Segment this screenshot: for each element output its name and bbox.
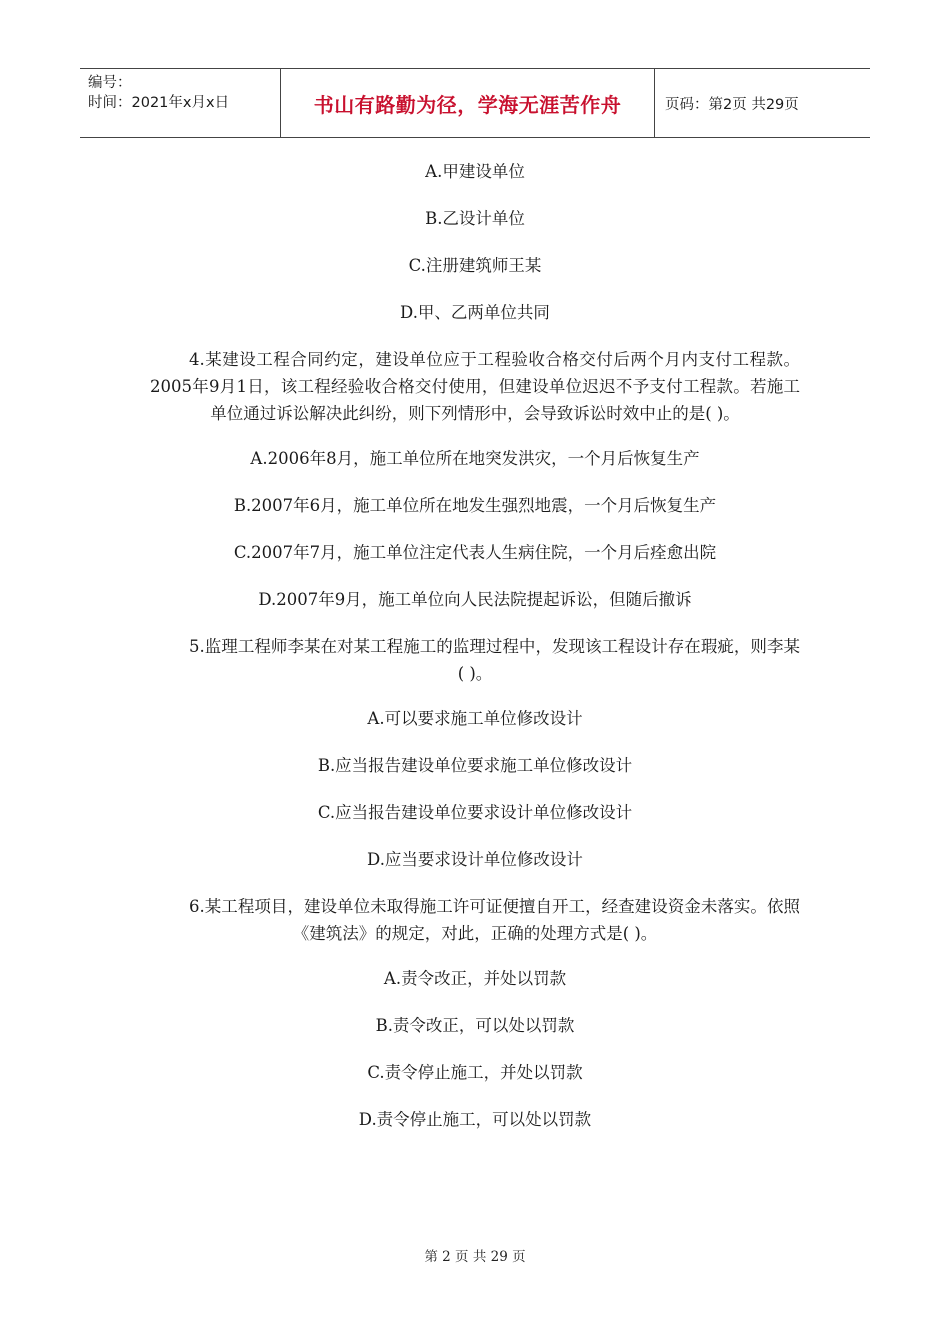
header-motto: 书山有路勤为径，学海无涯苦作舟 bbox=[281, 69, 655, 137]
q5-option-b: B.应当报告建设单位要求施工单位修改设计 bbox=[317, 756, 633, 775]
question-6: 6.某工程项目，建设单位未取得施工许可证便擅自开工，经查建设资金未落实。依照《建筑法》的规定，对此，正确的处理方式是( )。 bbox=[189, 897, 800, 943]
page-header bbox=[80, 68, 870, 138]
q6-option-b: B.责令改正，可以处以罚款 bbox=[375, 1016, 575, 1035]
q5-option-d: D.应当要求设计单位修改设计 bbox=[367, 850, 583, 869]
q3-option-c: C.注册建筑师王某 bbox=[408, 256, 542, 275]
q6-option-a: A.责令改正，并处以罚款 bbox=[383, 969, 567, 988]
header-meta bbox=[80, 69, 281, 137]
q4-option-b: B.2007年6月，施工单位所在地发生强烈地震，一个月后恢复生产 bbox=[233, 496, 717, 515]
q3-option-d: D.甲、乙两单位共同 bbox=[400, 303, 550, 322]
q6-option-d: D.责令停止施工，可以处以罚款 bbox=[358, 1110, 592, 1129]
header-page-info: 页码：第2页 共29页 bbox=[665, 96, 799, 113]
page-footer: 第 2 页 共 29 页 bbox=[424, 1249, 526, 1265]
q6-option-c: C.责令停止施工，并处以罚款 bbox=[367, 1063, 583, 1082]
q3-option-a: A.甲建设单位 bbox=[425, 162, 525, 181]
q5-option-c: C.应当报告建设单位要求设计单位修改设计 bbox=[317, 803, 633, 822]
q5-option-a: A.可以要求施工单位修改设计 bbox=[367, 709, 583, 728]
question-4: 4.某建设工程合同约定，建设单位应于工程验收合格交付后两个月内支付工程款。2005年9月1日，该工程经验收合格交付使用，但建设单位迟迟不予支付工程款。若施工单位通过诉讼解决此纠纷，则下列情形中，会导致诉讼时效中止的是( )。 bbox=[150, 350, 800, 423]
q4-option-c: C.2007年7月，施工单位注定代表人生病住院，一个月后痊愈出院 bbox=[233, 543, 717, 562]
q4-option-a: A.2006年8月，施工单位所在地突发洪灾，一个月后恢复生产 bbox=[250, 449, 700, 468]
number-label: 编号： bbox=[88, 75, 132, 91]
q4-option-d: D.2007年9月，施工单位向人民法院提起诉讼，但随后撤诉 bbox=[258, 590, 692, 609]
question-5: 5.监理工程师李某在对某工程施工的监理过程中，发现该工程设计存在瑕疵，则李某( )。 bbox=[189, 637, 800, 683]
q3-option-b: B.乙设计单位 bbox=[425, 209, 525, 228]
document-body bbox=[150, 150, 800, 1132]
time-label: 时间：2021年x月x日 bbox=[88, 95, 230, 111]
